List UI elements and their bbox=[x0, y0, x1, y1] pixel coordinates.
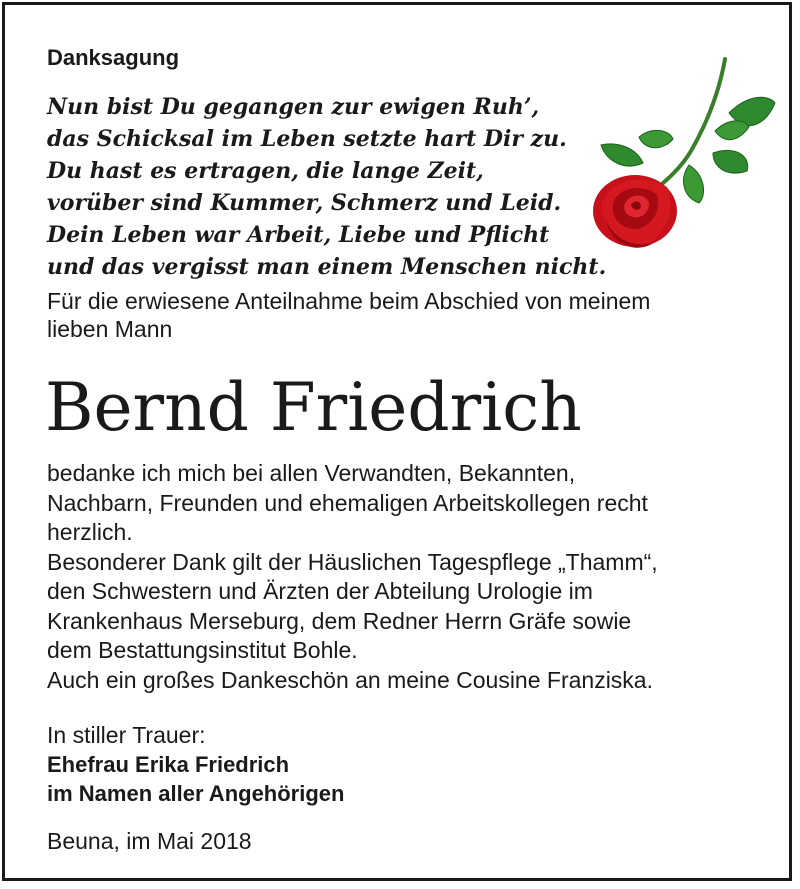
poem-line: vorüber sind Kummer, Schmerz und Leid. bbox=[47, 190, 562, 216]
signer-line: im Namen aller Angehörigen bbox=[47, 781, 345, 806]
deceased-name: Bernd Friedrich bbox=[45, 369, 582, 446]
notice-heading: Danksagung bbox=[47, 45, 180, 70]
poem-line: Nun bist Du gegangen zur ewigen Ruh’, bbox=[47, 94, 540, 120]
thanks-line: dem Bestattungsinstitut Bohle. bbox=[47, 637, 358, 663]
poem-line: Dein Leben war Arbeit, Liebe und Pflicht bbox=[47, 222, 550, 248]
intro-line: lieben Mann bbox=[47, 316, 173, 342]
thanks-line: herzlich. bbox=[47, 519, 133, 545]
poem-line: Du hast es ertragen, die lange Zeit, bbox=[47, 158, 484, 184]
thanks-line: Auch ein großes Dankeschön an meine Cousine Franziska. bbox=[47, 666, 653, 693]
signoff bbox=[47, 721, 344, 808]
thanks-line: Krankenhaus Merseburg, dem Redner Herrn Gräfe sowie bbox=[47, 607, 632, 634]
obituary-card bbox=[2, 2, 792, 881]
thanks-line: den Schwestern und Ärzten der Abteilung Urologie im bbox=[47, 578, 593, 604]
place-date: Beuna, im Mai 2018 bbox=[47, 828, 252, 854]
poem-line: das Schicksal im Leben setzte hart Dir zu. bbox=[47, 126, 567, 152]
mourning-label: In stiller Trauer: bbox=[47, 722, 206, 748]
thanks-line: bedanke ich mich bei allen Verwandten, Bekannten, bbox=[47, 460, 576, 486]
poem-line: und das vergisst man einem Menschen nicht. bbox=[47, 254, 607, 280]
thanks-line: Besonderer Dank gilt der Häuslichen Tagespflege „Thamm“, bbox=[47, 548, 658, 575]
thanks-text bbox=[47, 459, 767, 695]
poem bbox=[47, 91, 606, 283]
intro-text bbox=[47, 287, 767, 343]
intro-line: Für die erwiesene Anteilnahme beim Abschied von meinem bbox=[47, 288, 651, 314]
signer-line: Ehefrau Erika Friedrich bbox=[47, 752, 290, 777]
red-rose-icon bbox=[579, 53, 779, 273]
thanks-line: Nachbarn, Freunden und ehemaligen Arbeitskollegen recht bbox=[47, 489, 648, 516]
